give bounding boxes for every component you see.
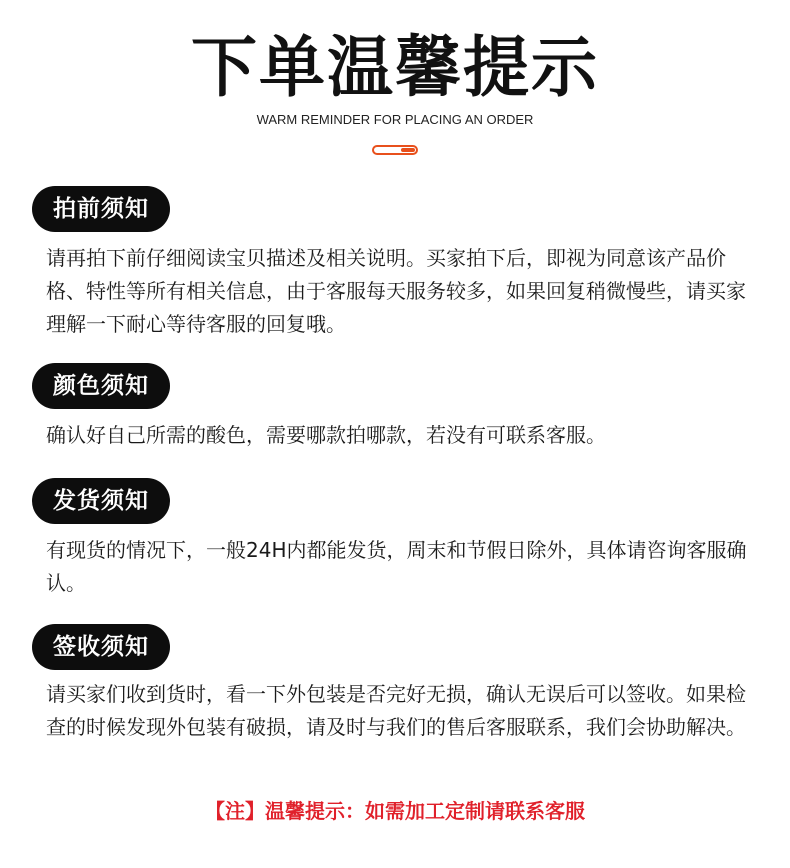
section-text-color: 确认好自己所需的酸色，需要哪款拍哪款，若没有可联系客服。 <box>46 423 606 447</box>
section-text-receipt: 请买家们收到货时，看一下外包装是否完好无损，确认无误后可以签收。如果检查的时候发现外包装有破损，请及时与我们的售后客服联系，我们会协助解决。 <box>46 682 746 739</box>
section-tag-shipping: 发货须知 <box>32 478 170 524</box>
customization-note: 【注】温馨提示：如需加工定制请联系客服 <box>205 799 585 823</box>
divider-fill <box>401 148 415 152</box>
section-text-before-purchase: 请再拍下前仔细阅读宝贝描述及相关说明。买家拍下后，即视为同意该产品价格、特性等所有相关信息，由于客服每天服务较多，如果回复稍微慢些，请买家理解一下耐心等待客服的回复哦。 <box>46 246 746 336</box>
page-subtitle: WARM REMINDER FOR PLACING AN ORDER <box>256 112 534 127</box>
title-divider <box>372 145 418 155</box>
section-tag-receipt: 签收须知 <box>32 624 170 670</box>
page-title: 下单温馨提示 <box>191 29 599 106</box>
section-tag-color: 颜色须知 <box>32 363 170 409</box>
section-text-shipping: 有现货的情况下，一般24H内都能发货，周末和节假日除外，具体请咨询客服确认。 <box>46 538 747 595</box>
section-tag-before-purchase: 拍前须知 <box>32 186 170 232</box>
